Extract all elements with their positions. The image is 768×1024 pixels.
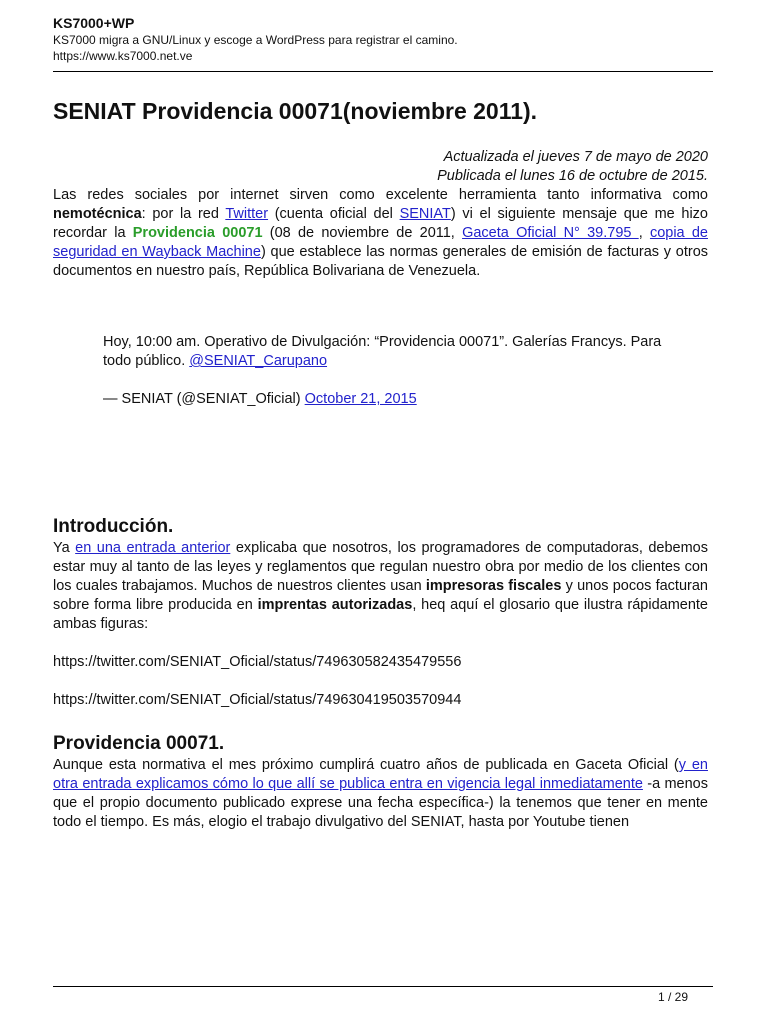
text: , heq aquí el glosario que ilustra rápidamente ambas figuras:: [53, 597, 708, 632]
gaceta-link[interactable]: Gaceta Oficial N° 39.795: [462, 225, 639, 241]
text: (08 de noviembre de 2011,: [262, 225, 463, 241]
seniat-link[interactable]: SENIAT: [399, 206, 451, 222]
header-divider: [53, 71, 713, 72]
text: Hoy, 10:00 am. Operativo de Divulgación: “Providencia 00071”. Galerías Francys. Para todo público.: [103, 334, 662, 369]
intro-paragraph: [53, 186, 708, 281]
text: -a menos que el propio documento publicado exprese una fecha específica-) la tenemos que tener en mente todo el tiempo. Es más, elogio el trabajo divulgativo del SENIAT, hasta por Youtube tienen: [53, 776, 708, 830]
tweet-handle-link[interactable]: @SENIAT_Carupano: [189, 353, 328, 369]
intro-section-paragraph: [53, 539, 708, 634]
footer-divider: [53, 986, 713, 987]
page-header: [53, 14, 713, 64]
text: Aunque esta normativa el mes próximo cumplirá cuatro años de publicada en Gaceta Oficial (: [53, 757, 679, 773]
bold-text: impresoras fiscales: [425, 578, 562, 594]
providencia-highlight: Providencia 00071: [132, 225, 263, 241]
tweet-citation: [103, 390, 693, 409]
bold-text: imprentas autorizadas: [257, 597, 413, 613]
article-title: SENIAT Providencia 00071(noviembre 2011).: [53, 98, 538, 124]
article-content: [53, 96, 708, 832]
tweet-url-1: https://twitter.com/SENIAT_Oficial/status/749630582435479556: [53, 654, 462, 670]
published-date: Publicada el lunes 16 de octubre de 2015.: [437, 168, 708, 184]
site-description: KS7000 migra a GNU/Linux y escoge a WordPress para registrar el camino.: [53, 33, 458, 47]
section-heading-introduccion: Introducción.: [53, 516, 174, 537]
embedded-tweet: [103, 333, 693, 409]
tweet-text: [103, 333, 693, 371]
text: ,: [638, 225, 650, 241]
tweet-date-link[interactable]: October 21, 2015: [304, 391, 417, 407]
wayback-link[interactable]: copia de seguridad en Wayback Machine: [53, 225, 708, 260]
site-url: https://www.ks7000.net.ve: [53, 49, 193, 63]
text: (cuenta oficial del: [268, 206, 400, 222]
page-number: 1 / 29: [657, 990, 688, 1004]
text: ) vi el siguiente mensaje que me hizo recordar la: [53, 206, 708, 241]
vigencia-entry-link[interactable]: y en otra entrada explicamos cómo lo que allí se publica entra en vigencia legal inmediatamente: [53, 757, 708, 792]
section-heading-providencia: Providencia 00071.: [53, 733, 225, 754]
bold-text: nemotécnica: [53, 206, 142, 222]
text: : por la red: [141, 206, 226, 222]
previous-entry-link[interactable]: en una entrada anterior: [75, 540, 231, 556]
text: explicaba que nosotros, los programadores de computadoras, debemos estar muy al tanto de las leyes y reglamentos que regulan nuestro obra por medio de los clientes con los cuales trabajamos. Muchos de nuestros clientes usan: [53, 540, 708, 594]
providencia-paragraph: [53, 756, 708, 832]
text: ) que establece las normas generales de emisión de facturas y otros documentos en nuestro país, República Bolivariana de Venezuela.: [53, 244, 709, 279]
article-dates: [53, 148, 708, 186]
text: y unos pocos facturan sobre forma libre producida en: [53, 578, 708, 613]
updated-date: Actualizada el jueves 7 de mayo de 2020: [443, 149, 708, 165]
tweet-url-2: https://twitter.com/SENIAT_Oficial/status/749630419503570944: [53, 692, 462, 708]
text: — SENIAT (@SENIAT_Oficial): [103, 391, 305, 407]
text: Las redes sociales por internet sirven como excelente herramienta tanto informativa como: [53, 187, 708, 203]
site-title: KS7000+WP: [53, 15, 135, 31]
text: Ya: [53, 540, 76, 556]
twitter-link[interactable]: Twitter: [225, 206, 269, 222]
